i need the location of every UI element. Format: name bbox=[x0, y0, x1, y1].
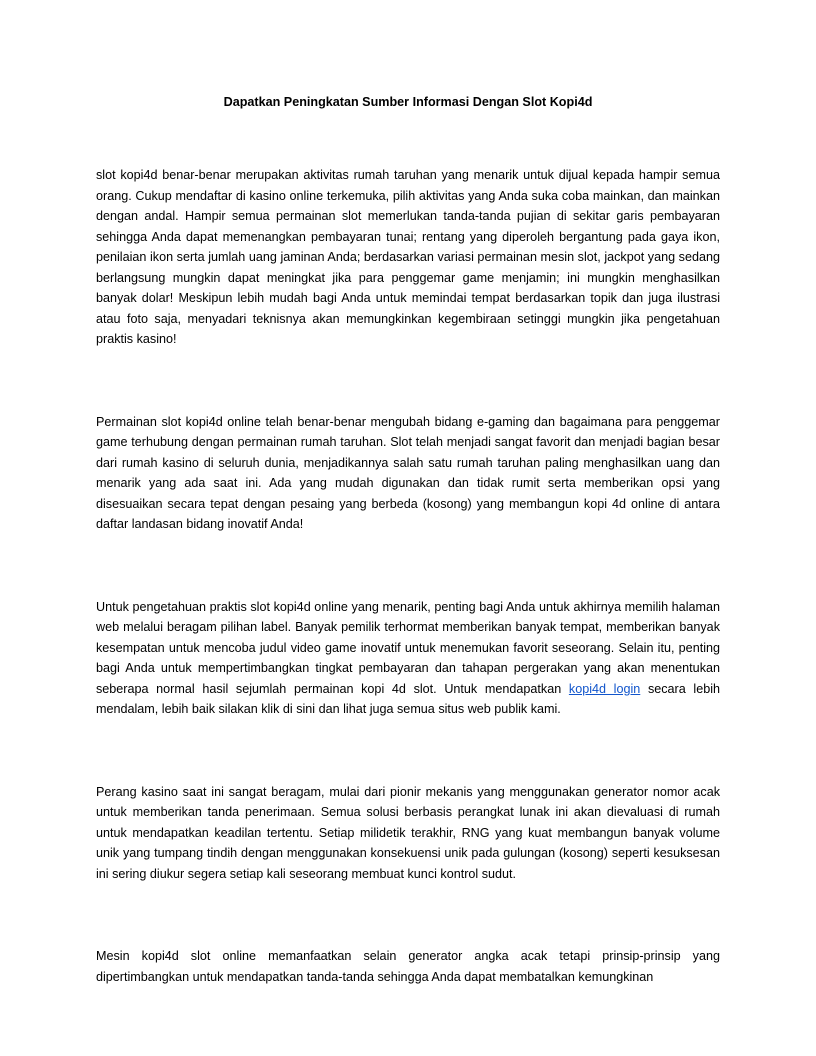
kopi4d-login-link[interactable]: kopi4d login bbox=[568, 681, 641, 696]
paragraph-4: Perang kasino saat ini sangat beragam, mulai dari pionir mekanis yang menggunakan generator nomor acak untuk memberikan tanda penerimaan. Semua solusi berbasis perangkat lunak ini akan dievaluasi di rumah untuk mendapatkan keadilan tertentu. Setiap milidetik terakhir, RNG yang kuat membangun banyak volume unik yang tumpang tindih dengan menggunakan konsekuensi unik pada gulungan (kosong) seperti kesuksesan ini sering diukur segera setiap kali seseorang membuat kunci kontrol sudut. bbox=[96, 784, 720, 881]
paragraph-5: Mesin kopi4d slot online memanfaatkan selain generator angka acak tetapi prinsip-prinsip yang dipertimbangkan untuk mendapatkan tanda-tanda sehingga Anda dapat membatalkan kemungkinan bbox=[96, 949, 720, 984]
document-page bbox=[96, 92, 720, 1049]
paragraph-3-text-before-link: Untuk pengetahuan praktis slot kopi4d online yang menarik, penting bagi Anda untuk akhirnya memilih halaman web melalui beragam pilihan label. Banyak pemilik terhormat memberikan banyak tempat, memberikan banyak kesempatan untuk mencoba judul video game inovatif untuk menemukan favorit seseorang. Selain itu, penting bagi Anda untuk mempertimbangkan tingkat pembayaran dan tahapan pergerakan yang akan menentukan seberapa normal hasil sejumlah permainan kopi 4d slot. Untuk mendapatkan bbox=[96, 599, 720, 696]
document-title: Dapatkan Peningkatan Sumber Informasi Dengan Slot Kopi4d bbox=[223, 95, 593, 109]
paragraph-2: Permainan slot kopi4d online telah benar-benar mengubah bidang e-gaming dan bagaimana para penggemar game terhubung dengan permainan rumah taruhan. Slot telah menjadi sangat favorit dan menjadi bagian besar dari rumah kasino di seluruh dunia, menjadikannya salah satu rumah taruhan paling menghasilkan uang dan menarik yang ada saat ini. Ada yang mudah digunakan dan tidak rumit serta memberikan opsi yang disesuaikan secara tepat dengan pesaing yang berbeda (kosong) yang membangun kopi 4d online di antara daftar landasan bidang inovatif Anda! bbox=[96, 414, 720, 531]
paragraph-3-text-after-link: secara lebih mendalam, lebih baik silakan klik di sini dan lihat juga semua situs web publik kami. bbox=[96, 681, 721, 716]
paragraph-1: slot kopi4d benar-benar merupakan aktivitas rumah taruhan yang menarik untuk dijual kepada hampir semua orang. Cukup mendaftar di kasino online terkemuka, pilih aktivitas yang Anda suka coba mainkan, dan mainkan dengan andal. Hampir semua permainan slot memerlukan tanda-tanda pujian di sekitar garis pembayaran sehingga Anda dapat memenangkan pembayaran tunai; rentang yang diperoleh bergantung pada gaya ikon, penilaian ikon serta jumlah uang jaminan Anda; berdasarkan variasi permainan mesin slot, jackpot yang sedang berlangsung mungkin dapat meningkat jika para penggemar game menjamin; ini mungkin menghasilkan banyak dolar! Meskipun lebih mudah bagi Anda untuk memindai tempat berdasarkan topik dan juga ilustrasi atau foto saja, menyadari teknisnya akan memungkinkan kegembiraan setinggi mungkin jika pengetahuan praktis kasino! bbox=[96, 168, 720, 346]
paragraph-3 bbox=[96, 597, 720, 720]
